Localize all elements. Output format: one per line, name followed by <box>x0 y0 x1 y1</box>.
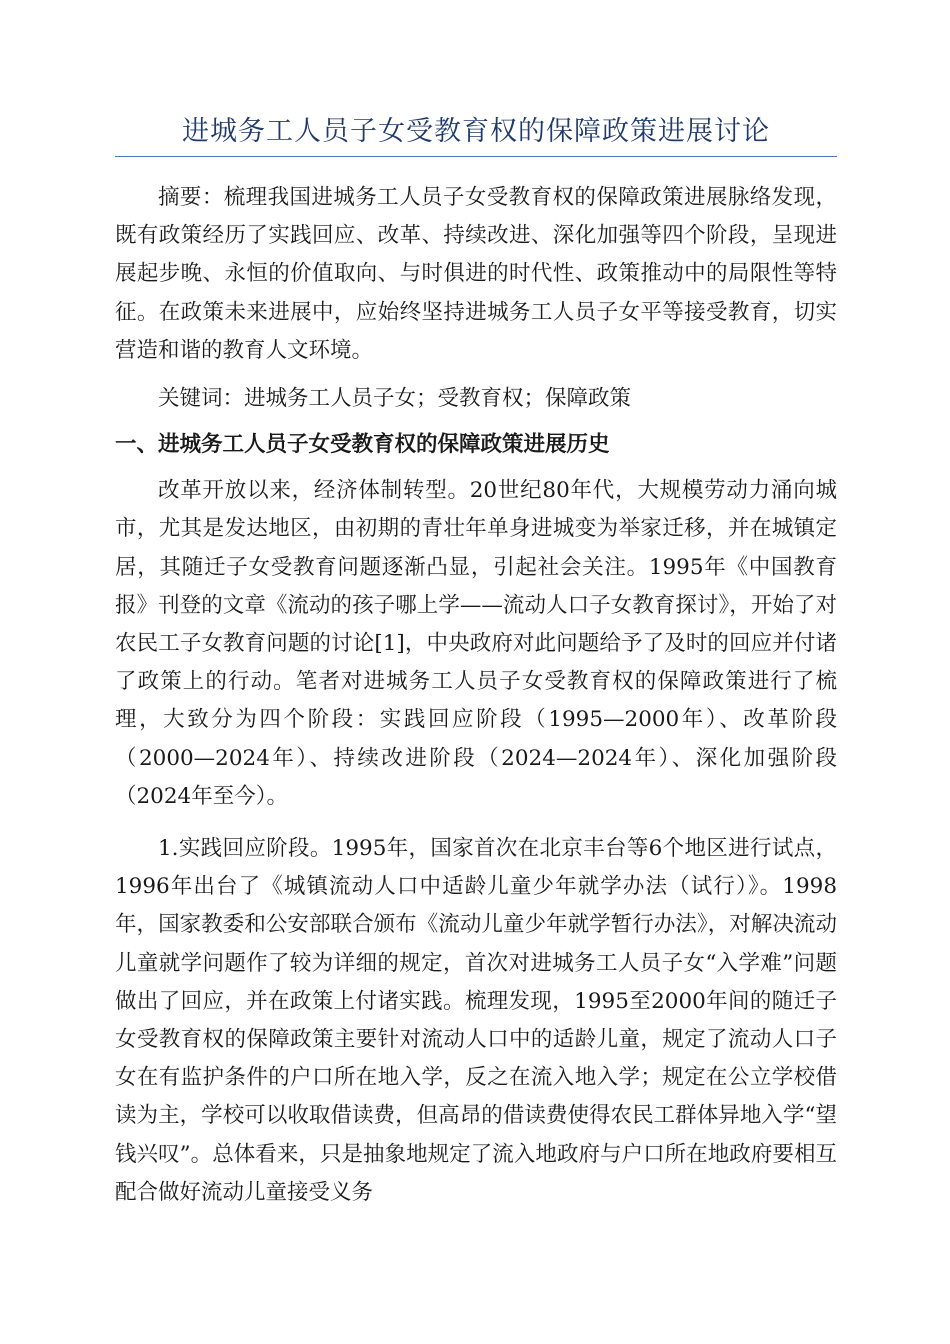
section-heading: 一、进城务工人员子女受教育权的保障政策进展历史 <box>115 432 610 458</box>
keywords-line: 关键词：进城务工人员子女；受教育权；保障政策 <box>158 386 632 412</box>
document-title: 进城务工人员子女受教育权的保障政策进展讨论 <box>115 112 837 157</box>
document-page <box>115 0 837 1212</box>
body-paragraph: 1.实践回应阶段。1995年，国家首次在北京丰台等6个地区进行试点，1996年出台了《城镇流动人口中适龄儿童少年就学办法（试行）》。1998年，国家教委和公安部联合颁布《流动儿童少年就学暂行办法》，对解决流动儿童就学问题作了较为详细的规定，首次对进城务工人员子女“入学难”问题做出了回应，并在政策上付诸实践。梳理发现，1995至2000年间的随迁子女受教育权的保障政策主要针对流动人口中的适龄儿童，规定了流动人口子女在有监护条件的户口所在地入学，反之在流入地入学；规定在公立学校借读为主，学校可以收取借读费，但高昂的借读费使得农民工群体异地入学“望钱兴叹”。总体看来，只是抽象地规定了流入地政府与户口所在地政府要相互配合做好流动儿童接受义务 <box>115 836 837 1205</box>
abstract-paragraph: 摘要：梳理我国进城务工人员子女受教育权的保障政策进展脉络发现，既有政策经历了实践回应、改革、持续改进、深化加强等四个阶段，呈现进展起步晚、永恒的价值取向、与时俱进的时代性、政策推动中的局限性等特征。在政策未来进展中，应始终坚持进城务工人员子女平等接受教育，切实营造和谐的教育人文环境。 <box>115 185 837 363</box>
body-paragraph: 改革开放以来，经济体制转型。20世纪80年代，大规模劳动力涌向城市，尤其是发达地区，由初期的青壮年单身进城变为举家迁移，并在城镇定居，其随迁子女受教育问题逐渐凸显，引起社会关注。1995年《中国教育报》刊登的文章《流动的孩子哪上学——流动人口子女教育探讨》，开始了对农民工子女教育问题的讨论[1]，中央政府对此问题给予了及时的回应并付诸了政策上的行动。笔者对进城务工人员子女受教育权的保障政策进行了梳理，大致分为四个阶段：实践回应阶段（1995—2000年）、改革阶段（2000—2024年）、持续改进阶段（2024—2024年）、深化加强阶段（2024年至今）。 <box>115 478 837 809</box>
